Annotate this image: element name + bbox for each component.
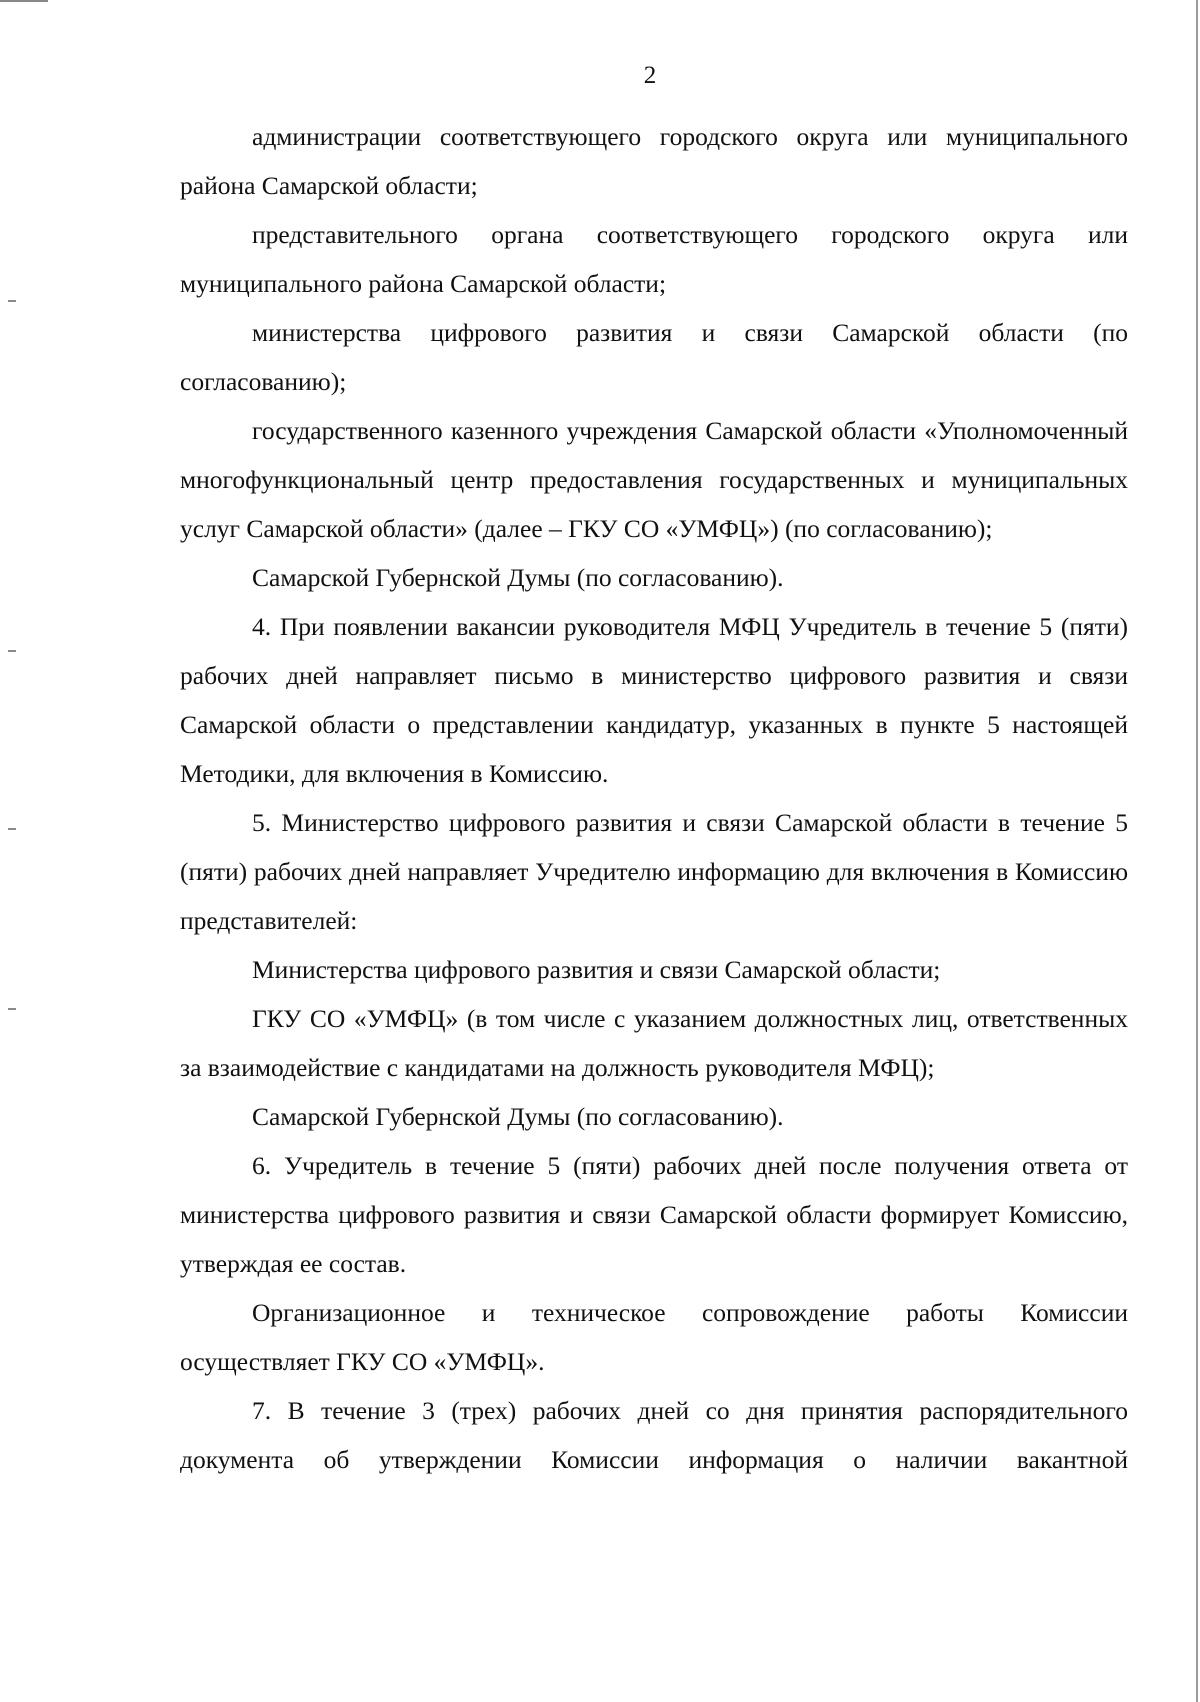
paragraph-ministry-digital: министерства цифрового развития и связи Самарской области (по согласованию);: [180, 318, 1128, 396]
paragraph-gku-representatives: ГКУ СО «УМФЦ» (в том числе с указанием должностных лиц, ответственных за взаимодействие с кандидатами на должность руководителя МФЦ);: [180, 1004, 1128, 1082]
scan-edge-line: [1196, 0, 1198, 1702]
clause-4: 4. При появлении вакансии руководителя МФЦ Учредитель в течение 5 (пяти) рабочих дней направляет письмо в министерство цифрового развития и связи Самарской области о представлении кандидатур, указанных в пункте 5 настоящей Методики, для включения в Комиссию.: [180, 612, 1128, 788]
binder-tick: [8, 828, 16, 830]
clause-5: 5. Министерство цифрового развития и связи Самарской области в течение 5 (пяти) рабочих дней направляет Учредителю информацию для включения в Комиссию представителей:: [180, 808, 1128, 935]
page-number: 2: [643, 62, 657, 89]
paragraph-gku-umfc: государственного казенного учреждения Самарской области «Уполномоченный многофункциональный центр предоставления государственных и муниципальных услуг Самарской области» (далее – ГКУ СО «УМФЦ») (по согласованию);: [180, 416, 1128, 543]
clause-6: 6. Учредитель в течение 5 (пяти) рабочих дней после получения ответа от министерства цифрового развития и связи Самарской области формирует Комиссию, утверждая ее состав.: [180, 1151, 1128, 1278]
paragraph-organizational-support: Организационное и техническое сопровождение работы Комиссии осуществляет ГКУ СО «УМФЦ».: [180, 1298, 1128, 1376]
paragraph-representative-body: представительного органа соответствующего городского округа или муниципального района Самарской области;: [180, 220, 1128, 298]
binder-tick: [8, 300, 16, 302]
paragraph-duma-representatives: Самарской Губернской Думы (по согласованию).: [252, 1102, 784, 1131]
paragraph-administration: администрации соответствующего городского округа или муниципального района Самарской области;: [180, 122, 1128, 200]
clause-7: 7. В течение 3 (трех) рабочих дней со дня принятия распорядительного документа об утверждении Комиссии информация о наличии вакантной: [180, 1396, 1128, 1474]
paragraph-ministry-representatives: Министерства цифрового развития и связи Самарской области;: [252, 955, 941, 984]
document-body: [180, 112, 1128, 1484]
paragraph-duma: Самарской Губернской Думы (по согласованию).: [252, 563, 784, 592]
scan-corner-mark: [0, 0, 48, 10]
binder-tick: [8, 650, 16, 652]
binder-tick: [8, 1008, 16, 1010]
